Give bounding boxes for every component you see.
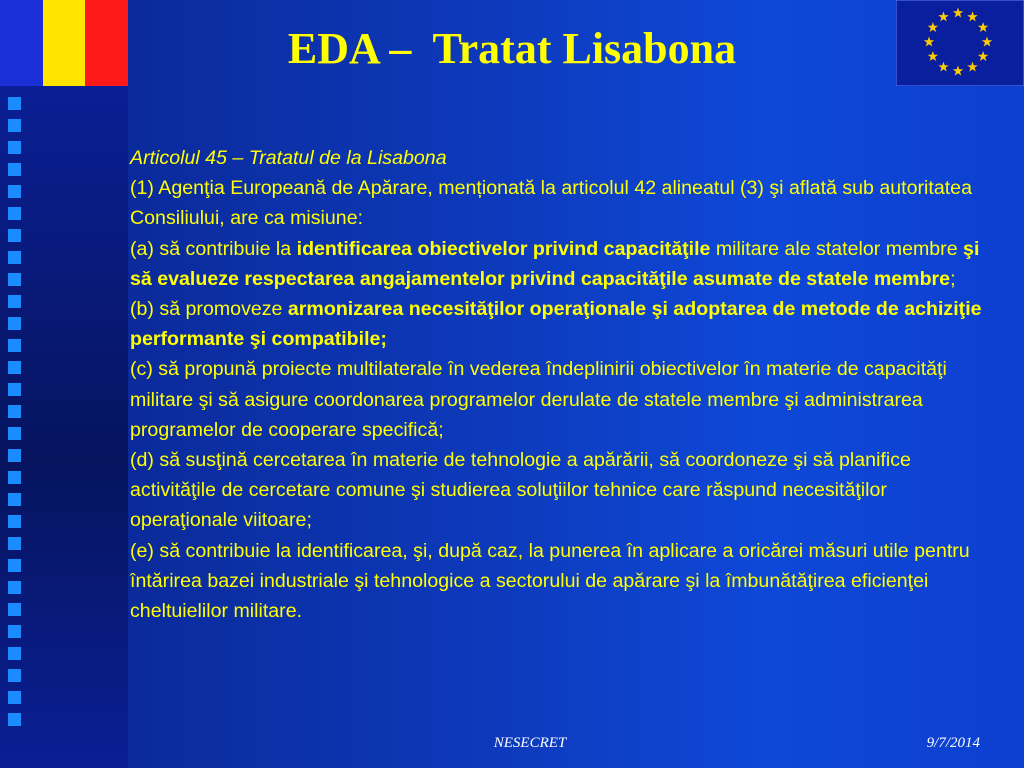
- eu-flag-icon: [896, 0, 1024, 86]
- decorative-square: [8, 141, 21, 154]
- paragraph-1: (1) Agenţia Europeană de Apărare, menționată la articolul 42 alineatul (3) şi aflată sub autoritatea Consiliului, are ca misiune:: [130, 177, 972, 230]
- decorative-square: [8, 383, 21, 396]
- decorative-square: [8, 163, 21, 176]
- decorative-square: [8, 647, 21, 660]
- decorative-square: [8, 427, 21, 440]
- decorative-square: [8, 537, 21, 550]
- decorative-square: [8, 207, 21, 220]
- decorative-square: [8, 273, 21, 286]
- decorative-square: [8, 449, 21, 462]
- decorative-square: [8, 317, 21, 330]
- decorative-square: [8, 515, 21, 528]
- decorative-square: [8, 471, 21, 484]
- paragraph-b: (b) să promoveze armonizarea necesităţilor operaţionale şi adoptarea de metode de achiziţie performante şi compatibile;: [130, 298, 982, 351]
- decorative-square: [8, 493, 21, 506]
- decorative-square: [8, 361, 21, 374]
- decorative-square: [8, 405, 21, 418]
- decorative-square: [8, 669, 21, 682]
- decorative-square: [8, 603, 21, 616]
- article-text: [130, 143, 1000, 626]
- decorative-square: [8, 185, 21, 198]
- decorative-square: [8, 295, 21, 308]
- paragraph-c: (c) să propună proiecte multilaterale în vederea îndeplinirii obiectivelor în materie de capacităţi militare şi să asigure coordonarea programelor derulate de statele membre şi administrarea programelor de cooperare specifică;: [130, 358, 947, 441]
- decorative-square: [8, 119, 21, 132]
- decorative-square: [8, 97, 21, 110]
- romania-flag-icon: [0, 0, 128, 86]
- decorative-square: [8, 251, 21, 264]
- decorative-square: [8, 581, 21, 594]
- article-heading: Articolul 45 – Tratatul de la Lisabona: [130, 147, 447, 169]
- decorative-square: [8, 713, 21, 726]
- decorative-square: [8, 339, 21, 352]
- footer-classification: NESECRET: [493, 735, 567, 751]
- decorative-square: [8, 559, 21, 572]
- paragraph-e: (e) să contribuie la identificarea, şi, după caz, la punerea în aplicare a oricărei măsuri utile pentru întărirea bazei industriale şi tehnologice a sectorului de apărare şi la îmbunătăţirea eficienţei cheltuielilor militare.: [130, 539, 970, 623]
- slide-title: EDA – Tratat Lisabona: [287, 23, 737, 73]
- paragraph-a: (a) să contribuie la identificarea obiectivelor privind capacităţile militare ale statelor membre şi să evalueze respectarea angajamentelor privind capacităţile asumate de statele membre;: [130, 237, 980, 290]
- decorative-square: [8, 691, 21, 704]
- decorative-square: [8, 625, 21, 638]
- footer-date: 9/7/2014: [926, 735, 980, 751]
- decorative-squares: [8, 97, 28, 735]
- decorative-square: [8, 229, 21, 242]
- paragraph-d: (d) să susţină cercetarea în materie de tehnologie a apărării, să coordoneze şi să planifice activităţile de cercetare comune şi studierea soluţiilor tehnice care răspund necesităţilor operaţionale viitoare;: [130, 449, 911, 532]
